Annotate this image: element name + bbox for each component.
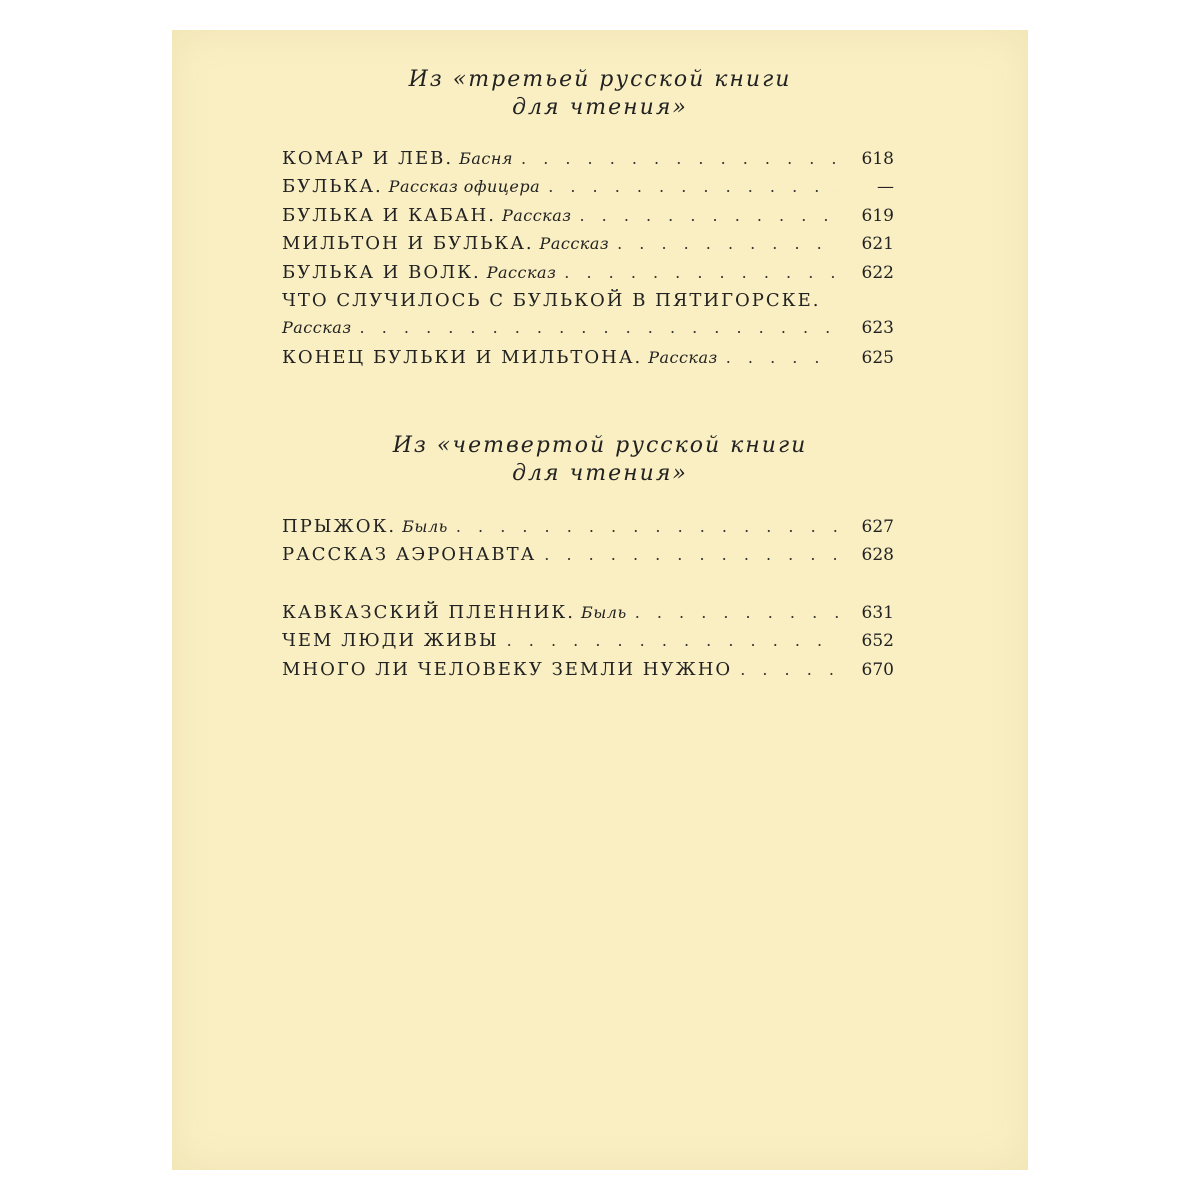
toc-entry-title: МИЛЬТОН И БУЛЬКА. — [282, 233, 534, 255]
toc-entry-genre: Быль — [402, 517, 448, 536]
toc-entry-title: ЧТО СЛУЧИЛОСЬ С БУЛЬКОЙ В ПЯТИГОРСКЕ. — [282, 289, 821, 311]
section-heading-line: Из «четвертой русской книги — [392, 433, 808, 458]
dot-leader — [548, 177, 838, 196]
book-page — [172, 30, 1028, 1170]
toc-list-standalone — [282, 602, 894, 687]
toc-entry[interactable] — [282, 205, 894, 233]
toc-entry-title: БУЛЬКА. — [282, 176, 383, 198]
toc-list-section-2 — [282, 516, 894, 573]
dot-leader — [360, 318, 838, 337]
toc-entry-genre: Рассказ — [648, 347, 718, 367]
toc-entry-page: 627 — [861, 517, 894, 537]
dot-leader — [635, 603, 838, 622]
toc-entry-genre: Рассказ — [501, 205, 572, 225]
toc-entry-page: 625 — [861, 347, 894, 368]
toc-entry-genre: Рассказ — [282, 318, 352, 338]
toc-list-section-1 — [282, 148, 894, 375]
toc-entry-page: 652 — [861, 631, 894, 652]
toc-entry-genre: Быль — [581, 603, 627, 622]
dot-leader — [564, 263, 838, 282]
section-heading-line: Из «третьей русской книги — [408, 67, 792, 92]
toc-entry-page: 670 — [861, 659, 894, 680]
toc-entry-wrapped-continuation[interactable] — [282, 318, 894, 346]
toc-entry-title: БУЛЬКА И КАБАН. — [282, 204, 496, 226]
toc-entry-genre: Рассказ офицера — [388, 177, 541, 197]
toc-entry[interactable] — [282, 516, 894, 544]
toc-entry-page: 628 — [861, 545, 894, 566]
toc-entry[interactable] — [282, 630, 894, 658]
toc-entry-page: 622 — [861, 262, 894, 283]
toc-entry-wrapped-title[interactable] — [282, 290, 894, 318]
toc-entry-genre: Басня — [459, 149, 514, 168]
section-heading — [172, 432, 1028, 488]
dot-leader — [740, 660, 838, 679]
toc-entry-genre: Рассказ — [486, 262, 557, 282]
toc-entry[interactable] — [282, 544, 894, 572]
toc-entry-title: ПРЫЖОК. — [282, 516, 397, 537]
dot-leader — [726, 348, 838, 367]
toc-entry[interactable] — [282, 148, 894, 176]
toc-entry-page: 623 — [861, 318, 894, 339]
section-heading — [172, 66, 1028, 122]
toc-entry-genre: Рассказ — [539, 234, 610, 254]
toc-entry-page: 619 — [861, 205, 894, 226]
toc-entry-title: БУЛЬКА И ВОЛК. — [282, 261, 481, 283]
dot-leader — [507, 631, 838, 650]
toc-entry-title: КОМАР И ЛЕВ. — [282, 148, 454, 169]
dot-leader — [456, 517, 838, 536]
toc-entry[interactable] — [282, 347, 894, 375]
section-heading-line: для чтения» — [512, 461, 688, 486]
toc-entry-page: 621 — [861, 234, 894, 255]
toc-entry[interactable] — [282, 262, 894, 290]
toc-entry-title: МНОГО ЛИ ЧЕЛОВЕКУ ЗЕМЛИ НУЖНО — [282, 658, 733, 680]
section-heading-line: для чтения» — [512, 95, 688, 120]
toc-entry-title: ЧЕМ ЛЮДИ ЖИВЫ — [282, 630, 499, 652]
toc-entry-page: 618 — [861, 149, 894, 169]
toc-entry-title: РАССКАЗ АЭРОНАВТА — [282, 544, 537, 566]
toc-entry-title: КАВКАЗСКИЙ ПЛЕННИК. — [282, 602, 575, 623]
dot-leader — [521, 149, 838, 168]
toc-entry[interactable] — [282, 659, 894, 687]
toc-entry[interactable] — [282, 602, 894, 630]
toc-entry[interactable] — [282, 176, 894, 204]
toc-entry-page: 631 — [861, 603, 894, 623]
dot-leader — [544, 545, 838, 564]
toc-entry[interactable] — [282, 233, 894, 261]
dot-leader — [617, 234, 838, 253]
dot-leader — [579, 206, 838, 225]
toc-entry-title: КОНЕЦ БУЛЬКИ И МИЛЬТОНА. — [282, 346, 643, 368]
toc-entry-page: — — [877, 177, 894, 198]
